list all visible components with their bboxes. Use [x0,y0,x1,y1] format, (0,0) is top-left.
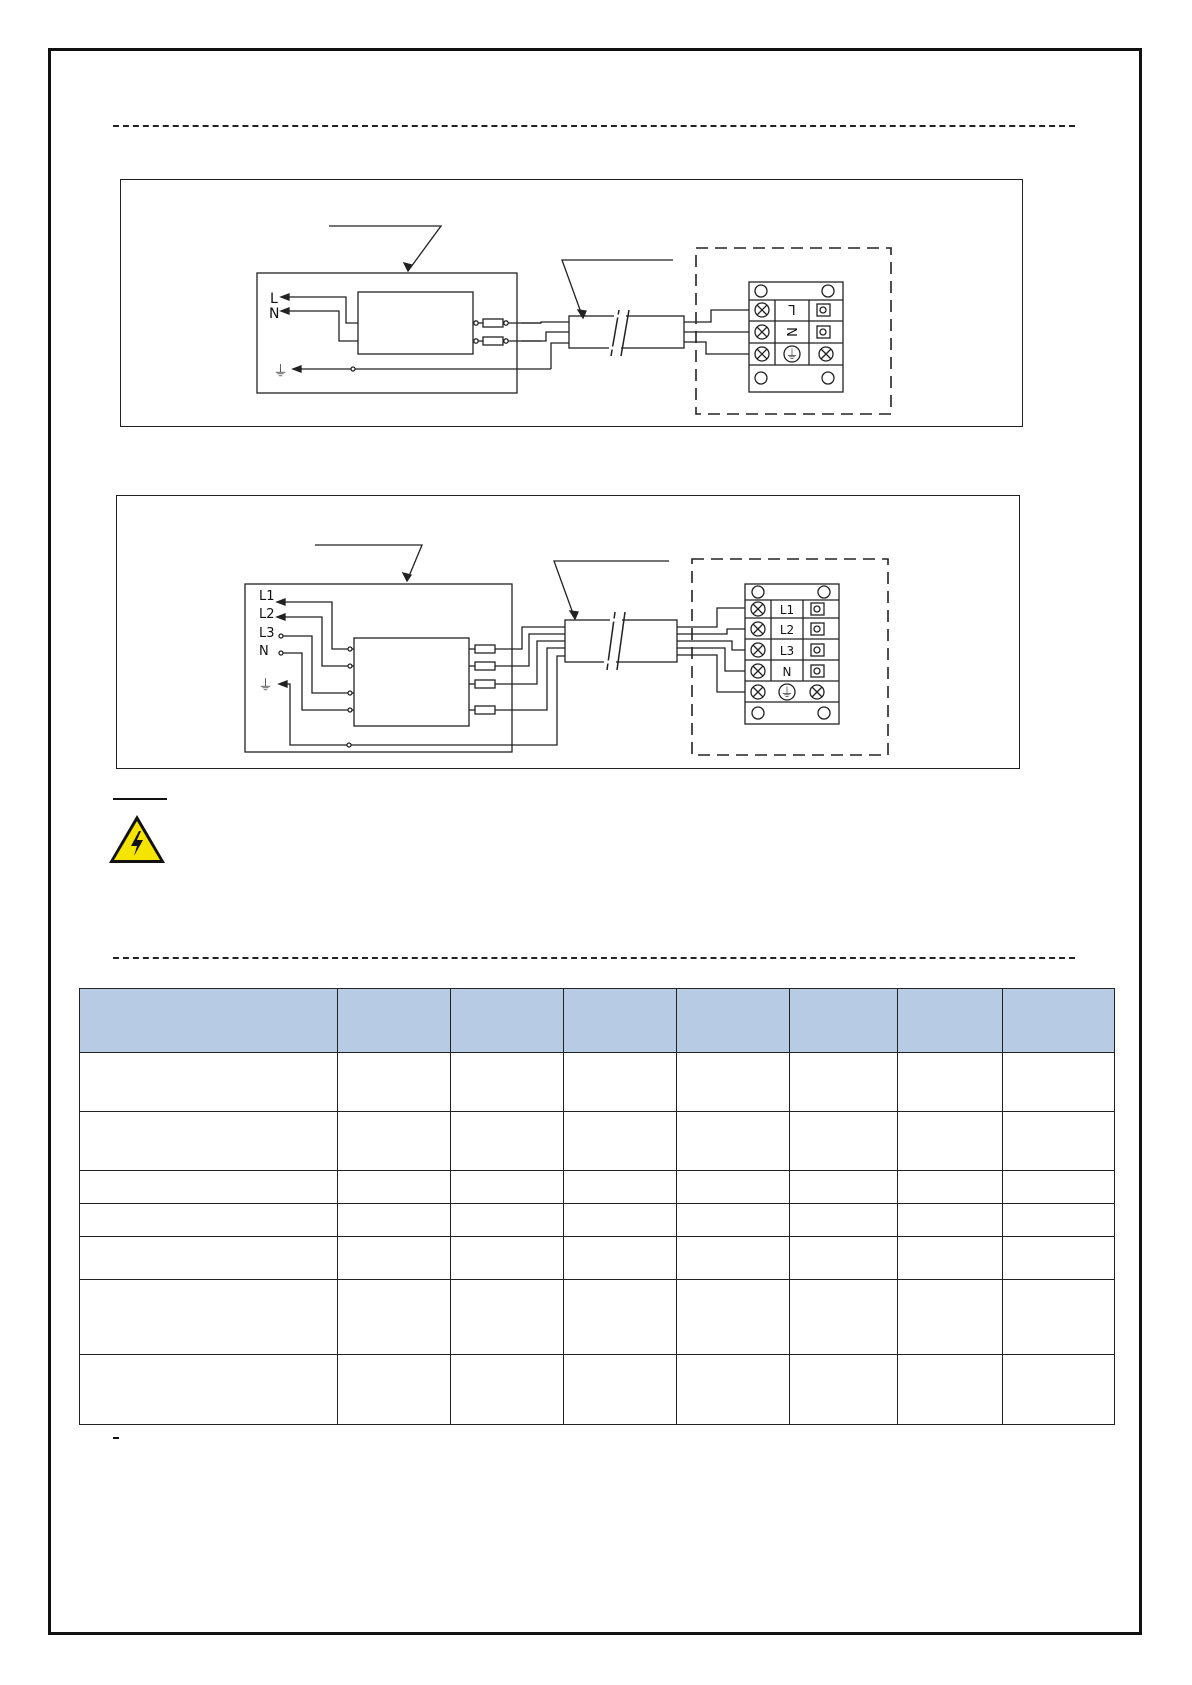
header-cell [451,989,564,1053]
output-fuses [469,645,517,714]
block-label-n: N [782,665,792,679]
high-voltage-warning-icon [107,813,167,865]
table-row [80,1204,1115,1237]
table-row [80,1112,1115,1171]
single-phase-wiring-diagram [120,179,1023,427]
input-label-l1: L1 [259,589,275,604]
header-cell [80,989,338,1053]
filter-module-3ph [354,638,469,726]
block-label-l2: L2 [779,623,795,637]
single-phase-schematic [121,180,1024,428]
fuse-1 [483,319,503,327]
terminal-block [749,282,843,392]
header-cell [564,989,677,1053]
section-divider-top [113,125,1075,127]
cable-leader-line [562,260,673,318]
input-label-n: N [259,644,269,659]
note-underline [113,798,167,800]
table-row [80,1355,1115,1425]
section-divider-bottom [113,957,1075,959]
table-row [80,1053,1115,1112]
three-phase-wiring-diagram [116,495,1020,769]
input-label-l: L [270,291,278,307]
table-row [80,1237,1115,1280]
specification-table [79,988,1115,1425]
block-earth-icon-3ph: ⏚ [780,686,794,701]
device-enclosure-3ph [245,584,512,752]
footnote-marker [113,1437,119,1439]
header-cell [790,989,898,1053]
block-label-n: N [783,327,798,337]
block-label-l3: L3 [779,644,795,658]
three-phase-schematic [117,496,1021,770]
header-cell [677,989,790,1053]
input-wire-l [283,297,358,323]
cable-leader-arrow [578,310,586,318]
input-wire-n [283,311,358,341]
input-label-l3: L3 [259,626,275,641]
input-label-n: N [269,306,280,322]
device-leader-line [329,226,441,271]
device-leader-arrow [404,263,412,271]
earth-icon: ⏚ [273,362,289,380]
input-label-l2: L2 [259,607,275,622]
table-row [80,1280,1115,1355]
fuse-2 [483,337,503,345]
device-enclosure [257,273,517,393]
block-label-l1: L1 [779,603,795,617]
header-cell [338,989,451,1053]
header-cell [1003,989,1115,1053]
header-cell [898,989,1003,1053]
block-earth-icon: ⏚ [785,348,799,363]
earth-icon-3ph: ⏚ [258,676,274,694]
block-label-l: L [788,301,796,316]
table-row [80,1171,1115,1204]
filter-module [358,292,473,354]
table-header-row [80,989,1115,1053]
